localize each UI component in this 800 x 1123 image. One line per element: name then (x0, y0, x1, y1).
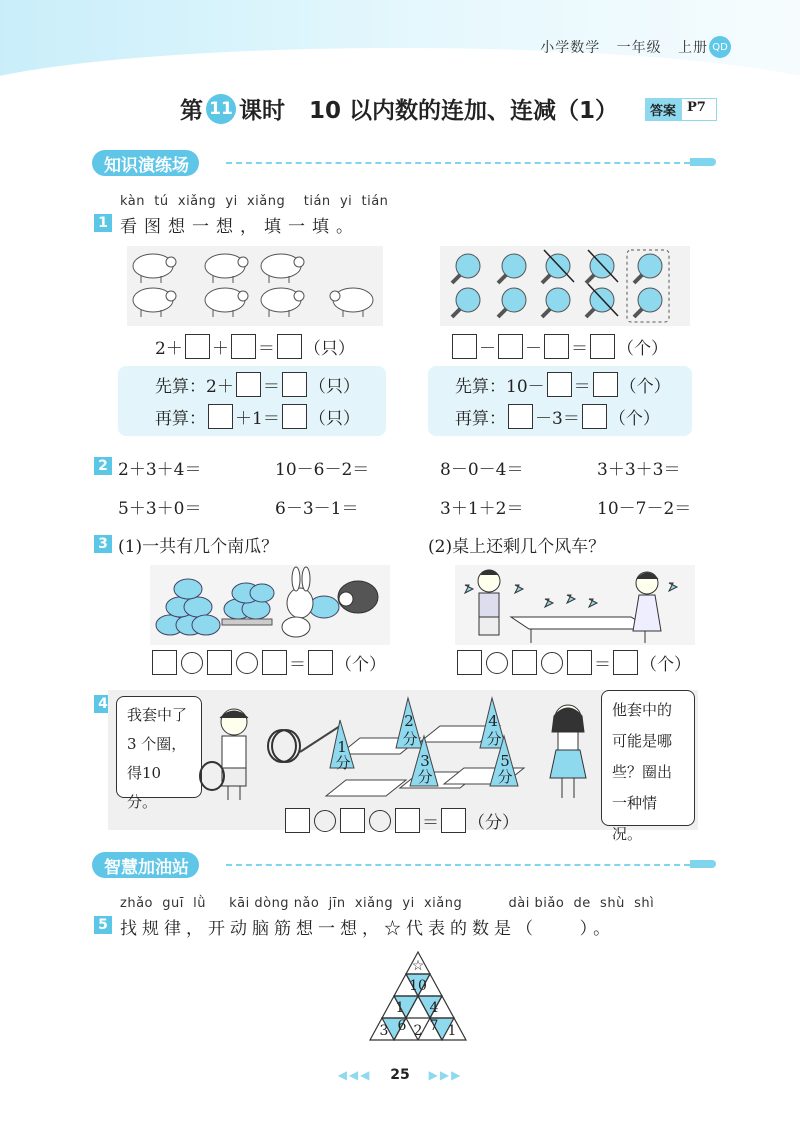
operator-circle[interactable] (314, 810, 336, 832)
number-triangle-puzzle (368, 950, 468, 1042)
speech-line: 些？圈出 (612, 763, 673, 781)
q2-item[interactable]: 10－6－2＝ (275, 460, 370, 480)
triangle-cell: 4 (429, 1000, 439, 1016)
eq-text: ＝ (262, 377, 280, 397)
answer-box[interactable] (231, 334, 256, 359)
eq-text: ＝ (571, 339, 588, 359)
q4-equation (283, 808, 519, 833)
cone-number: 3 (420, 752, 430, 770)
answer-box[interactable] (613, 650, 638, 675)
eq-text: ＝ (257, 339, 275, 359)
section-wisdom: 智慧加油站 (92, 852, 199, 878)
answer-reference (645, 98, 717, 121)
section-practice: 知识演练场 (92, 150, 199, 176)
q3-number: 3 (94, 535, 112, 553)
q3-part2-text: (2)桌上还剩几个风车？ (428, 537, 606, 557)
speech-line: 得10分。 (127, 764, 162, 811)
eq-text: ＝ (573, 377, 591, 397)
answer-box[interactable] (498, 334, 523, 359)
cone-unit: 分 (402, 730, 418, 748)
q5-pinyin: zhǎo guī lǜ kāi dòng nǎo jīn xiǎng yi xiǎng dài biǎo de shù shì (120, 896, 655, 911)
q2-item[interactable]: 8－0－4＝ (440, 460, 524, 480)
q1-pinyin: kàn tú xiǎng yi xiǎng tián yi tián (120, 194, 389, 209)
answer-box[interactable] (282, 372, 307, 397)
section-divider (226, 162, 690, 164)
pumpkin-icon (184, 597, 212, 617)
q1-left-equation (155, 334, 355, 359)
q2-item[interactable]: 6－3－1＝ (275, 499, 359, 519)
operator-circle[interactable] (181, 652, 203, 674)
q2-item[interactable]: 5＋3＋0＝ (118, 499, 202, 519)
left-arrows-icon: ◀◀◀ (337, 1068, 372, 1082)
eq-unit: （个） (335, 655, 386, 675)
answer-box[interactable] (547, 372, 572, 397)
eq-text: －3＝ (535, 409, 580, 429)
cone-number: 1 (337, 738, 347, 756)
cart-icon (222, 619, 272, 625)
answer-box[interactable] (582, 404, 607, 429)
page-title (180, 92, 618, 125)
paddle-picture (440, 246, 690, 326)
q2-item[interactable]: 2＋3＋4＝ (118, 460, 202, 480)
answer-box[interactable] (512, 650, 537, 675)
pumpkin-icon (174, 579, 202, 599)
answer-page: P7 (681, 98, 717, 121)
publisher-badge: QD (709, 36, 731, 58)
answer-box[interactable] (544, 334, 569, 359)
title-topic: 10 以内数的连加、连减（1） (309, 98, 619, 124)
q4-number: 4 (94, 695, 112, 713)
boy-figure-icon (220, 709, 248, 800)
eq-unit: （只） (308, 409, 360, 429)
sheep-picture (125, 246, 385, 326)
q3-left-equation (150, 650, 386, 675)
speech-line: 他套中的 (612, 701, 673, 719)
page-footer (0, 1067, 800, 1083)
title-suffix: 课时 (239, 98, 285, 124)
cone-game-picture (300, 690, 540, 800)
triangle-star-cell[interactable]: ☆ (411, 958, 425, 974)
answer-box[interactable] (567, 650, 592, 675)
step-label: 先算：10－ (455, 377, 545, 397)
answer-box[interactable] (590, 334, 615, 359)
answer-box[interactable] (277, 334, 302, 359)
triangle-cell: 7 (429, 1018, 439, 1034)
pumpkin-icon (250, 584, 274, 602)
q2-item[interactable]: 10－7－2＝ (597, 499, 692, 519)
operator-circle[interactable] (236, 652, 258, 674)
q1-right-equation (450, 334, 668, 359)
q3-right-equation (455, 650, 691, 675)
eq-unit: （分） (468, 813, 519, 833)
cone-unit: 分 (335, 754, 351, 772)
triangle-cell: 6 (397, 1018, 407, 1034)
answer-label: 答案 (645, 98, 681, 121)
answer-box[interactable] (208, 404, 233, 429)
section-divider (226, 864, 690, 866)
step-label: 先算：2＋ (155, 377, 234, 397)
q1-text: 看图想一想，填一填。 (120, 217, 360, 237)
answer-box[interactable] (452, 334, 477, 359)
pencil-icon (690, 860, 716, 868)
q1-right-then-step (455, 404, 660, 429)
book-subject: 小学数学 (540, 40, 601, 56)
book-info (540, 37, 708, 57)
book-grade: 一年级 (616, 40, 662, 56)
speech-line: 3 个圈， (127, 735, 187, 753)
operator-circle[interactable] (541, 652, 563, 674)
q1-left-then-step (155, 404, 360, 429)
right-arrows-icon: ▶▶▶ (428, 1068, 463, 1082)
answer-box[interactable] (236, 372, 261, 397)
eq-text: ＋ (211, 339, 229, 359)
answer-box[interactable] (508, 404, 533, 429)
pumpkin-icon (192, 615, 220, 635)
cone-number: 2 (404, 712, 414, 730)
eq-unit: （个） (640, 655, 691, 675)
q1-right-first-step (455, 372, 671, 397)
q3-part1-text: (1)一共有几个南瓜？ (118, 537, 279, 557)
answer-box[interactable] (457, 650, 482, 675)
cone-unit: 分 (486, 730, 502, 748)
pumpkin-picture (150, 565, 390, 645)
q2-number: 2 (94, 457, 112, 475)
eq-text: ＝ (594, 655, 611, 675)
title-prefix: 第 (180, 98, 203, 124)
girl-figure-icon (550, 705, 586, 798)
page-number: 25 (390, 1067, 410, 1083)
eq-text: ＋1＝ (235, 409, 280, 429)
step-label: 再算： (155, 409, 206, 429)
boy-with-rings-picture (198, 700, 308, 810)
cone-number: 5 (500, 752, 510, 770)
eq-unit: （只） (303, 339, 355, 359)
answer-box[interactable] (207, 650, 232, 675)
operator-circle[interactable] (486, 652, 508, 674)
triangle-cell: 1 (447, 1023, 457, 1039)
answer-box[interactable] (441, 808, 466, 833)
pinwheel-picture (455, 565, 695, 645)
q5-number: 5 (94, 916, 112, 934)
q1-left-first-step (155, 372, 360, 397)
triangle-cell: 2 (413, 1023, 423, 1039)
book-volume: 上册 (678, 40, 708, 56)
ring-icon (200, 730, 300, 790)
answer-box[interactable] (185, 334, 210, 359)
triangle-cell: 10 (409, 978, 427, 994)
q2-item[interactable]: 3＋1＋2＝ (440, 499, 524, 519)
cone-number: 4 (488, 712, 498, 730)
eq-text: － (479, 339, 496, 359)
pencil-icon (690, 158, 716, 166)
boy-speech-bubble (116, 696, 202, 811)
speech-line: 可能是哪 (612, 732, 673, 750)
eq-text: － (525, 339, 542, 359)
speech-line: 一种情况。 (612, 794, 658, 843)
answer-box[interactable] (593, 372, 618, 397)
eq-unit: （只） (308, 377, 360, 397)
hedgehog-icon (338, 581, 378, 613)
step-label: 再算： (455, 409, 506, 429)
answer-box[interactable] (152, 650, 177, 675)
eq-text: ＝ (422, 813, 439, 833)
answer-box[interactable] (308, 650, 333, 675)
answer-box[interactable] (395, 808, 420, 833)
eq-text: 2＋ (155, 339, 183, 359)
q2-item[interactable]: 3＋3＋3＝ (597, 460, 681, 480)
eq-text: ＝ (289, 655, 306, 675)
eq-unit: （个） (617, 339, 668, 359)
table-icon (511, 617, 651, 629)
girl-speech-bubble (601, 690, 695, 843)
cone-unit: 分 (497, 768, 513, 786)
answer-box[interactable] (340, 808, 365, 833)
answer-box[interactable] (282, 404, 307, 429)
answer-box[interactable] (285, 808, 310, 833)
triangle-cell: 3 (379, 1023, 389, 1039)
speech-line: 我套中了 (127, 706, 188, 724)
answer-box[interactable] (262, 650, 287, 675)
operator-circle[interactable] (369, 810, 391, 832)
girl-figure-picture (536, 698, 600, 808)
cone-unit: 分 (417, 768, 433, 786)
pumpkin-icon (309, 596, 339, 618)
eq-unit: （个） (608, 409, 660, 429)
q5-text: 找规律，开动脑筋想一想，☆代表的数是（ ）。 (120, 919, 616, 939)
boy-figure-icon (478, 570, 500, 635)
q1-number: 1 (94, 214, 112, 232)
triangle-cell: 1 (395, 1000, 405, 1016)
eq-unit: （个） (619, 377, 671, 397)
lesson-number: 11 (206, 94, 236, 124)
